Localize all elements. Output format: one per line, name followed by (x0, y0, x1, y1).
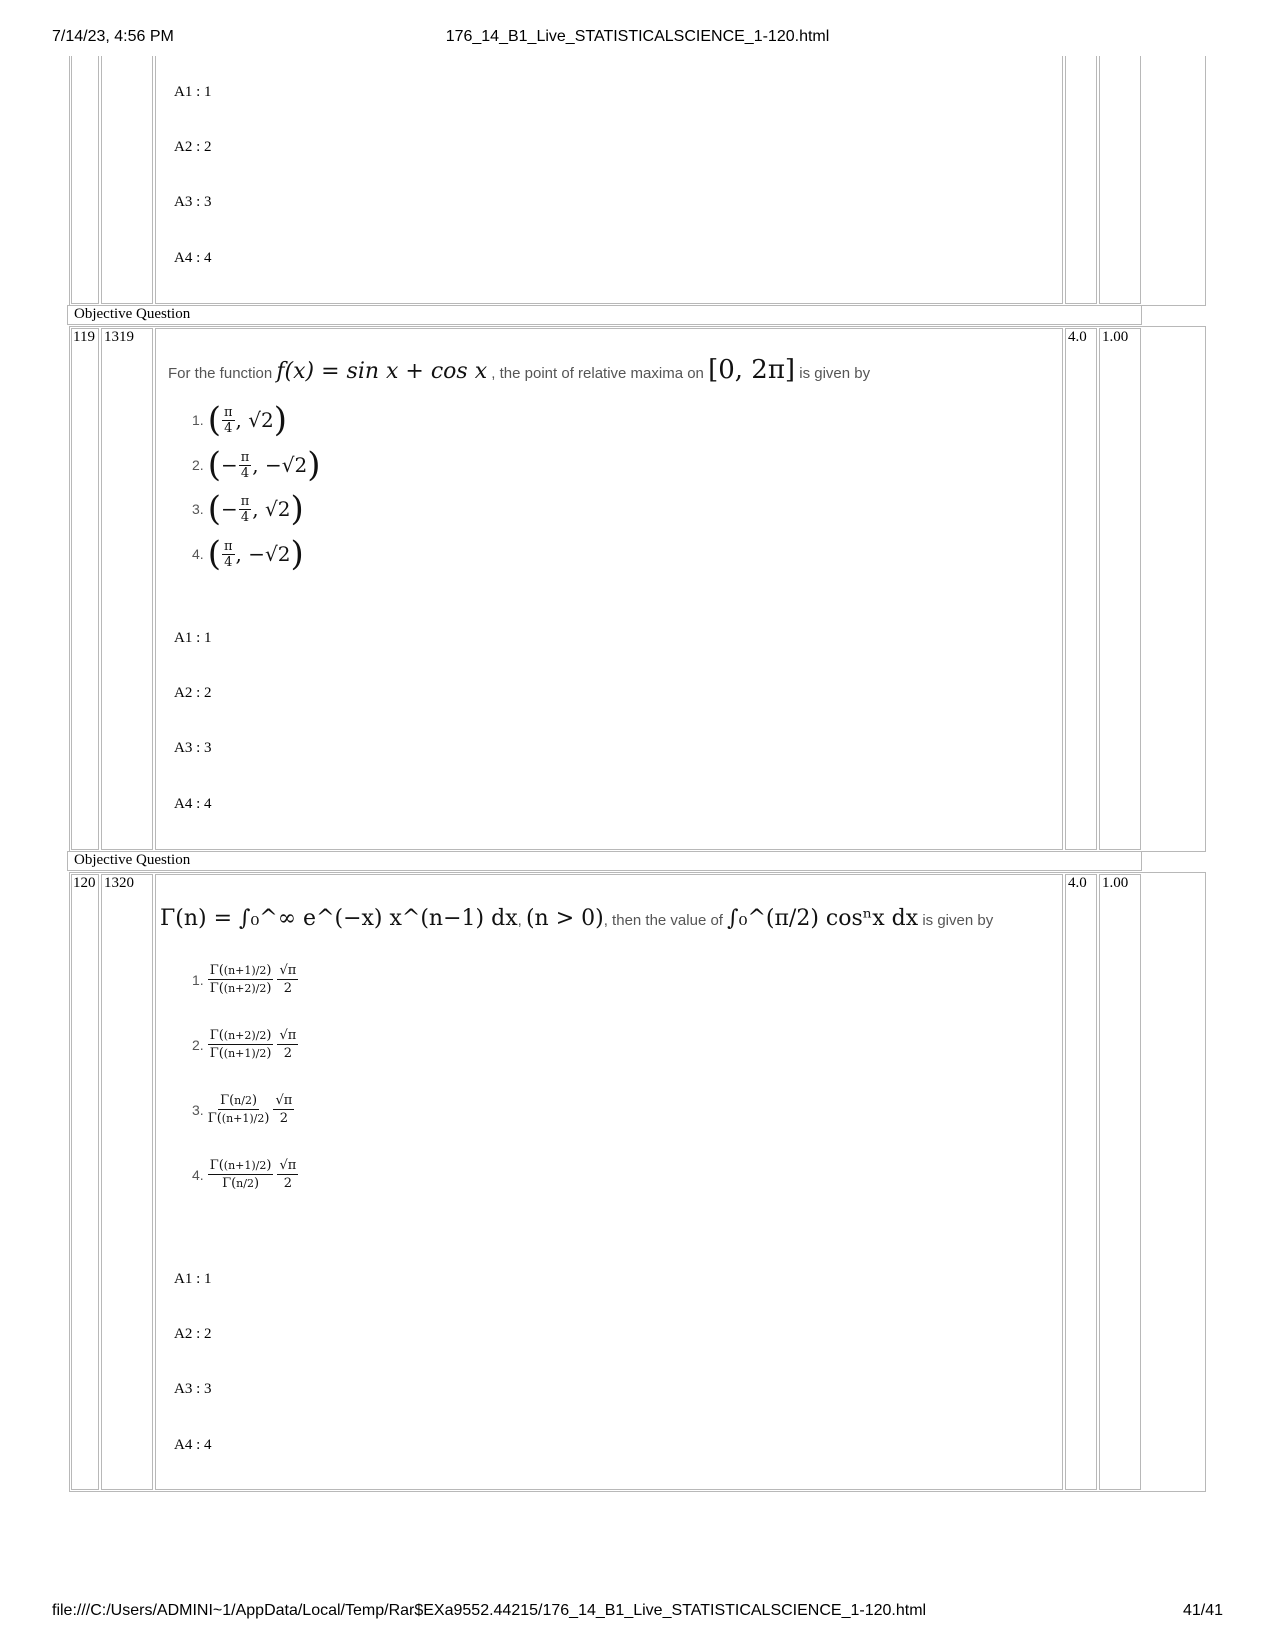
negative-marks-119: 1.00 (1102, 329, 1129, 345)
answer-119-2: A2 : 2 (174, 685, 212, 701)
marks-cell-119 (1065, 328, 1097, 850)
negative-marks-120: 1.00 (1102, 875, 1129, 891)
option-120-2: 2. Γ((n+2)/2) Γ((n+1)/2) √π 2 (192, 1028, 297, 1061)
negative-cell-119 (1099, 328, 1141, 850)
prev-answer-1: A1 : 1 (174, 84, 212, 100)
marks-119: 4.0 (1068, 329, 1087, 345)
document-title: 176_14_B1_Live_STATISTICALSCIENCE_1-120.html (445, 28, 830, 45)
marks-120: 4.0 (1068, 875, 1087, 891)
answer-119-3: A3 : 3 (174, 740, 212, 756)
content-cell-119 (155, 328, 1063, 850)
option-number: 1. (192, 412, 204, 428)
negative-cell-120 (1099, 874, 1141, 1490)
serial-cell-120 (71, 874, 99, 1490)
option-number: 3. (192, 1101, 204, 1118)
question-stem-120 (160, 906, 993, 931)
stem-function-math: f(x) = sin x + cos x (276, 359, 488, 384)
option-120-3: 3. Γ(n/2) Γ((n+1)/2) √π 2 (192, 1093, 293, 1126)
section-row-119 (67, 305, 1142, 325)
answer-120-4: A4 : 4 (174, 1437, 212, 1453)
option-119-4: 4. ( $\frac{\pi}{4}$ , −√2 ) (192, 534, 304, 574)
option-number: 3. (192, 501, 204, 517)
option-120-4: 4. Γ((n+1)/2) Γ(n/2) √π 2 (192, 1158, 297, 1191)
option-119-2: 2. ( − $\frac{\pi}{4}$ , −√2 ) (192, 445, 321, 485)
question-id-120: 1320 (104, 875, 134, 891)
section-label-120: Objective Question (74, 852, 191, 868)
prev-content-cell (155, 56, 1063, 304)
serial-cell-119 (71, 328, 99, 850)
stem-integral-math: ∫₀^(π/2) cosⁿx dx (727, 906, 919, 931)
section-row-120 (67, 851, 1142, 871)
qid-cell-119 (101, 328, 153, 850)
question-id-119: 1319 (104, 329, 134, 345)
stem-prefix: For the function (168, 365, 273, 382)
prev-answer-3: A3 : 3 (174, 194, 212, 210)
question-stem-119 (168, 355, 870, 385)
serial-number-119: 119 (73, 329, 95, 345)
answer-120-1: A1 : 1 (174, 1271, 212, 1287)
footer-file-path: file:///C:/Users/ADMINI~1/AppData/Local/Temp/Rar$EXa9552.44215/176_14_B1_Live_STATISTICALSCIENCE_1-120.html (52, 1602, 927, 1619)
marks-cell-120 (1065, 874, 1097, 1490)
serial-number-120: 120 (73, 875, 96, 891)
stem-comma: , (517, 912, 522, 929)
stem-condition-math: (n > 0) (525, 906, 604, 931)
answer-119-4: A4 : 4 (174, 796, 212, 812)
option-119-1: 1. ( $\frac{\pi}{4}$ , √2 ) (192, 400, 287, 440)
option-number: 2. (192, 457, 204, 473)
stem-gamma-definition-math: Γ(n) = ∫₀^∞ e^(−x) x^(n−1) dx (160, 906, 518, 931)
prev-answer-4: A4 : 4 (174, 250, 212, 266)
option-number: 1. (192, 971, 204, 988)
option-number: 2. (192, 1036, 204, 1053)
prev-negative-cell (1099, 56, 1141, 304)
stem-interval-math: [0, 2π] (708, 355, 796, 385)
prev-marks-cell (1065, 56, 1097, 304)
stem-suffix: is given by (922, 912, 994, 929)
prev-qid-cell (101, 56, 153, 304)
answer-120-2: A2 : 2 (174, 1326, 212, 1342)
answer-120-3: A3 : 3 (174, 1381, 212, 1397)
answer-119-1: A1 : 1 (174, 630, 212, 646)
prev-answer-2: A2 : 2 (174, 139, 212, 155)
option-120-1: 1. Γ((n+1)/2) Γ((n+2)/2) √π 2 (192, 963, 297, 996)
option-number: 4. (192, 1166, 204, 1183)
print-datetime: 7/14/23, 4:56 PM (52, 28, 174, 45)
footer-page-number: 41/41 (1182, 1602, 1223, 1619)
option-number: 4. (192, 546, 204, 562)
prev-serial-cell (71, 56, 99, 304)
qid-cell-120 (101, 874, 153, 1490)
option-119-3: 3. ( − $\frac{\pi}{4}$ , √2 ) (192, 489, 304, 529)
stem-middle: , then the value of (603, 912, 723, 929)
stem-suffix: is given by (799, 365, 871, 382)
section-label-119: Objective Question (74, 306, 191, 322)
stem-middle: , the point of relative maxima on (491, 365, 704, 382)
